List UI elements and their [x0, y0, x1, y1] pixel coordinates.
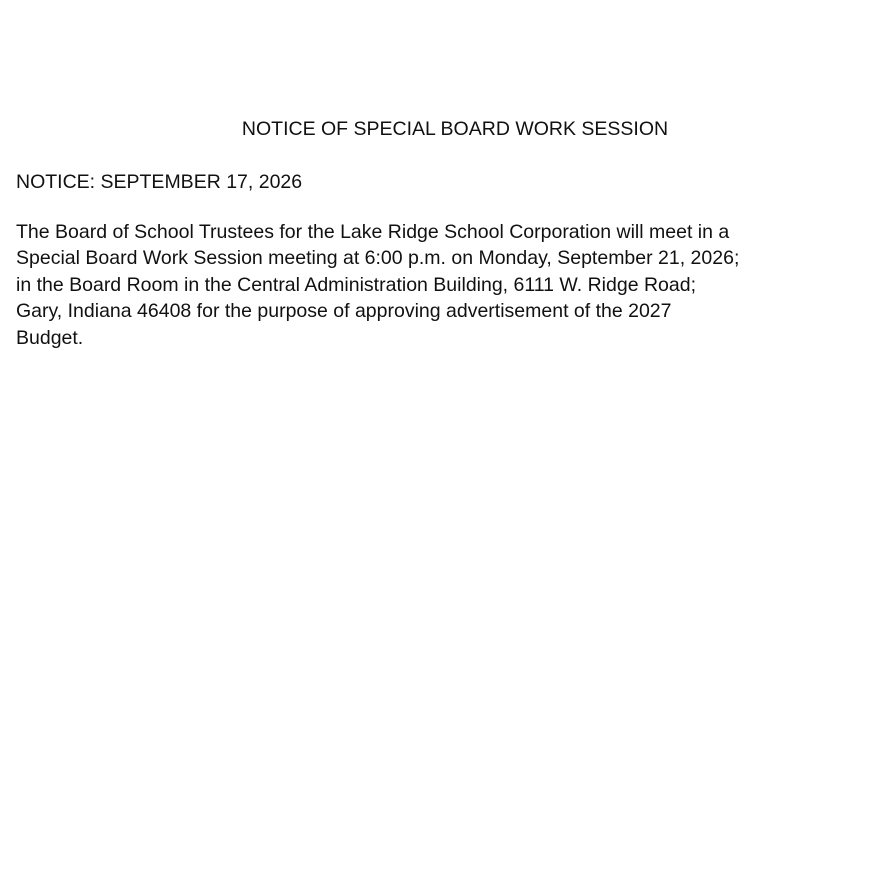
body-line: Gary, Indiana 46408 for the purpose of approving advertisement of the 2027	[16, 300, 672, 323]
body-line: in the Board Room in the Central Administration Building, 6111 W. Ridge Road;	[16, 273, 696, 296]
document-title: NOTICE OF SPECIAL BOARD WORK SESSION	[241, 118, 669, 140]
body-line: Budget.	[16, 326, 84, 349]
notice-body-paragraph	[16, 219, 866, 351]
body-line: The Board of School Trustees for the Lake Ridge School Corporation will meet in a	[16, 221, 730, 243]
body-line: Special Board Work Session meeting at 6:00 p.m. on Monday, September 21, 2026;	[16, 247, 740, 270]
notice-date-line: NOTICE: SEPTEMBER 17, 2026	[16, 171, 303, 193]
